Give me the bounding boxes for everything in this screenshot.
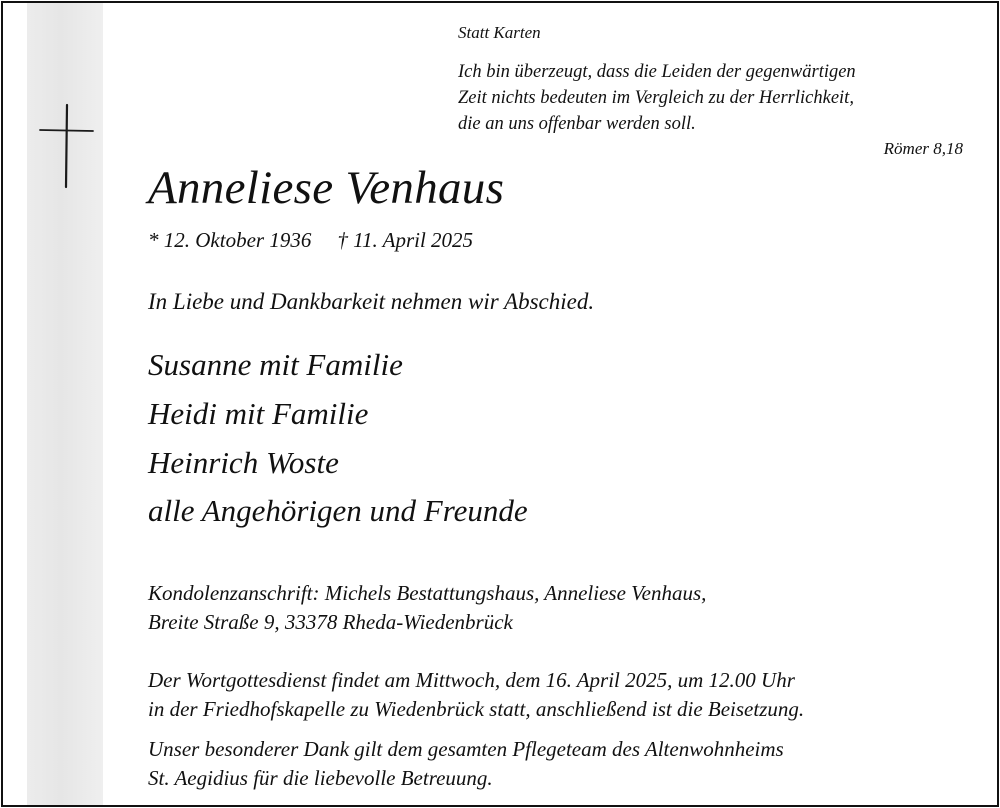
mourner-item: Heinrich Woste — [148, 445, 339, 480]
verse-line-2: Zeit nichts bedeuten im Vergleich zu der Herrlichkeit, — [458, 88, 854, 108]
thanks-line-2: St. Aegidius für die liebevolle Betreuung. — [148, 766, 493, 790]
statt-karten-label: Statt Karten — [458, 23, 541, 42]
farewell-text: In Liebe und Dankbarkeit nehmen wir Abschied. — [148, 289, 595, 314]
mourner-item: Heidi mit Familie — [148, 396, 369, 431]
deceased-name: Anneliese Venhaus — [148, 162, 505, 214]
verse-line-3: die an uns offenbar werden soll. — [458, 114, 696, 134]
condolence-address-line-2: Breite Straße 9, 33378 Rheda-Wiedenbrück — [148, 610, 513, 634]
verse-reference: Römer 8,18 — [883, 139, 963, 158]
thanks-line-1: Unser besonderer Dank gilt dem gesamten Pflegeteam des Altenwohnheims — [148, 737, 784, 761]
obituary-notice — [1, 1, 999, 807]
latin-cross-icon — [38, 103, 94, 189]
condolence-address-line-1: Kondolenzanschrift: Michels Bestattungshaus, Anneliese Venhaus, — [148, 581, 707, 605]
mourner-item: alle Angehörigen und Freunde — [148, 493, 528, 528]
birth-date: * 12. Oktober 1936 — [148, 228, 312, 252]
death-date: † 11. April 2025 — [337, 228, 474, 252]
life-dates — [148, 228, 473, 253]
verse-line-1: Ich bin überzeugt, dass die Leiden der gegenwärtigen — [458, 62, 856, 82]
service-info-line-1: Der Wortgottesdienst findet am Mittwoch, dem 16. April 2025, um 12.00 Uhr — [148, 668, 795, 692]
service-info-line-2: in der Friedhofskapelle zu Wiedenbrück statt, anschließend ist die Beisetzung. — [148, 697, 805, 721]
mourner-item: Susanne mit Familie — [148, 347, 403, 382]
